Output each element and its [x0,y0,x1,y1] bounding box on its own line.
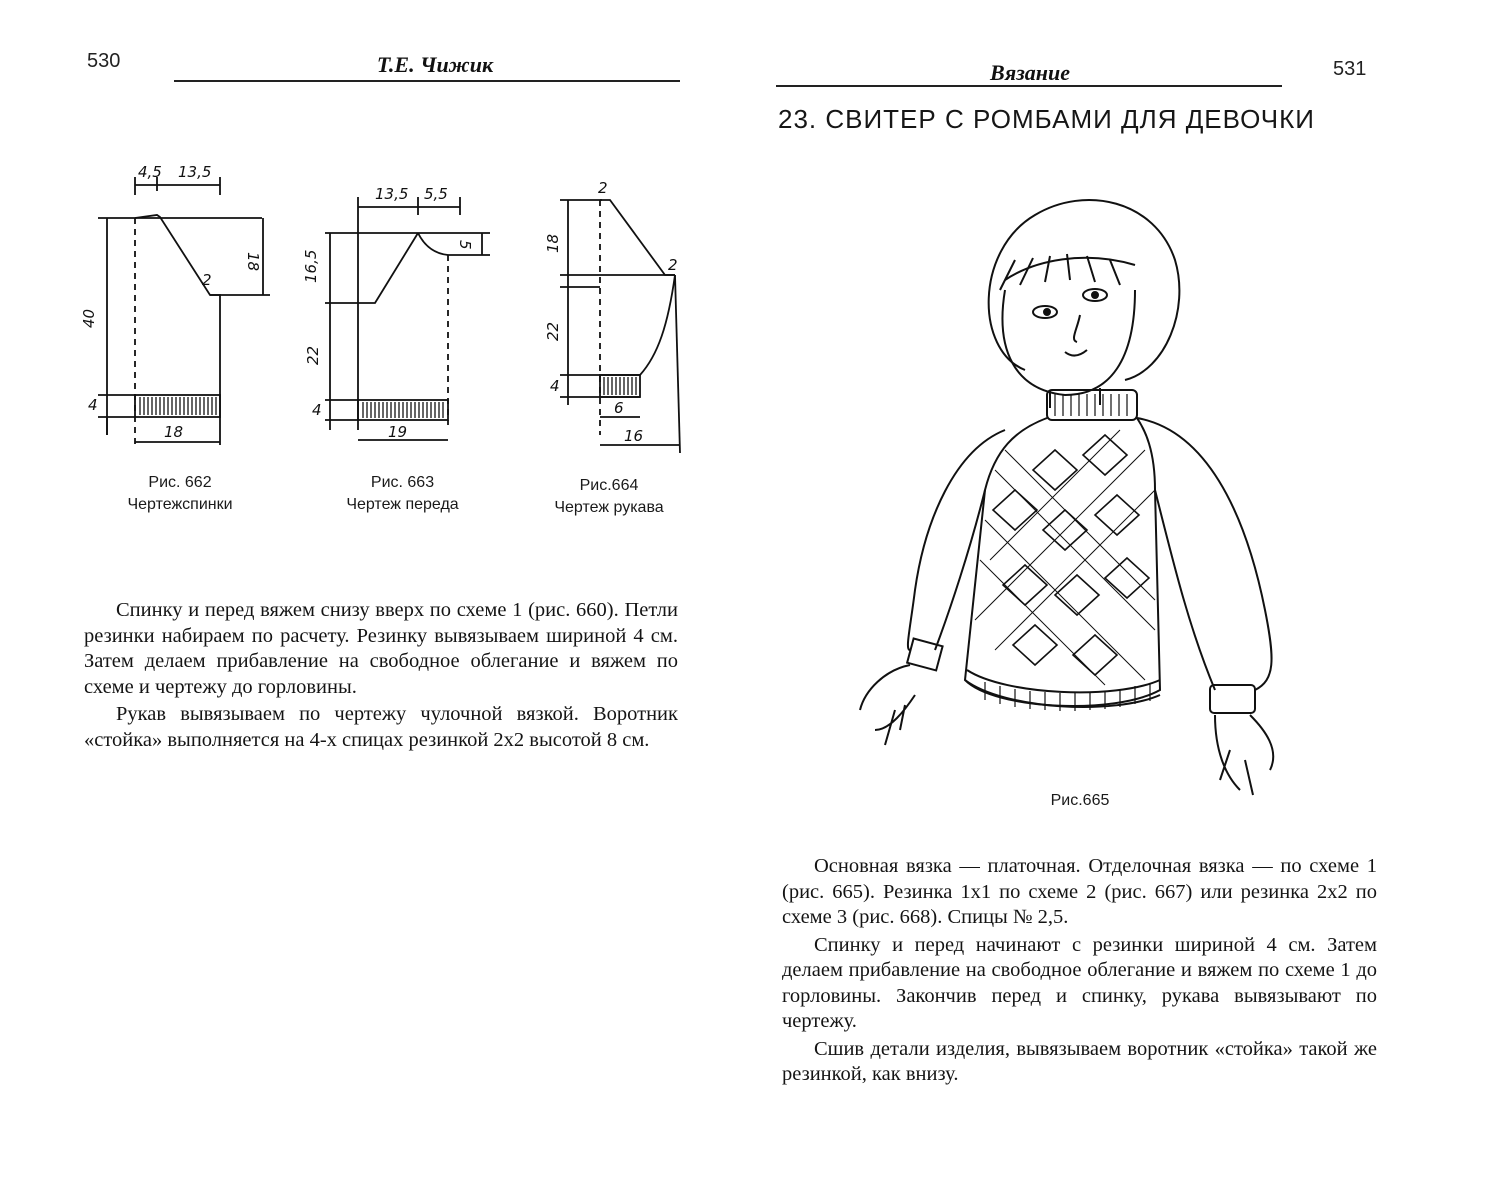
dim-back-height: 40 [80,308,98,328]
girl-sweater-illustration [855,190,1295,810]
fig663-title: Чертеж переда [346,496,459,513]
dim-back-top-right: 13,5 [178,163,212,181]
dim-back-rib: 4 [88,396,98,414]
fig664-number: Рис.664 [579,477,639,494]
right-paragraph-2: Спинку и перед начинают с резинки шириной 4 см. Затем делаем прибавление на свободное облегание и вяжем по схеме 1 до горловины. Закончив перед и спинку, рукава вывязывают по чертежу. [782,933,1377,1032]
front-pattern-drawing [300,175,500,455]
right-body-text [782,854,1377,1088]
back-pattern-drawing [80,155,280,455]
right-paragraph-3: Сшив детали изделия, вывязываем воротник «стойка» такой же резинкой, как внизу. [782,1037,1377,1085]
dim-sleeve-rib: 4 [550,377,560,395]
dim-front-top-right: 5,5 [424,185,448,203]
left-running-head: Т.Е. Чижик [376,52,494,77]
fig664-title: Чертеж рукава [554,499,664,516]
dim-front-top-left: 13,5 [375,185,409,203]
fig662-caption [95,472,265,516]
dim-sleeve-length: 22 [544,321,562,341]
fig665-caption: Рис.665 [1050,792,1110,809]
right-paragraph-1: Основная вязка — платочная. Отделочная вязка — по схеме 1 (рис. 665). Резинка 1x1 по схеме 2 (рис. 667) или резинка 2х2 по схеме 3 (рис. 668). Спицы № 2,5. [782,855,1377,928]
dim-back-shoulder: 2 [202,271,212,289]
chapter-title: 23. СВИТЕР С РОМБАМИ ДЛЯ ДЕВОЧКИ [778,104,1315,134]
right-page-number: 531 [1333,58,1367,80]
sleeve-pattern-drawing [540,175,700,460]
left-page-number: 530 [87,50,121,72]
dim-sleeve-width: 16 [624,427,644,445]
dim-front-neck: 5 [456,240,474,250]
dim-front-width: 19 [388,423,408,441]
dim-sleeve-top-mark: 2 [598,179,608,197]
dim-back-width: 18 [164,423,184,441]
fig664-caption [535,475,683,519]
left-header-rule [174,80,680,82]
right-running-head: Вязание [989,60,1071,85]
fig663-caption [325,472,480,516]
fig662-number: Рис. 662 [148,474,212,491]
dim-front-upper: 16,5 [302,249,320,283]
dim-front-rib: 4 [312,401,322,419]
fig662-title: Чертежспинки [127,496,233,513]
fig663-number: Рис. 663 [370,474,435,491]
dim-sleeve-side-mark: 2 [668,256,678,274]
left-paragraph-1: Спинку и перед вяжем снизу вверх по схеме 1 (рис. 660). Петли резинки набираем по расчету. Резинку вывязываем шириной 4 см. Затем делаем прибавление на свободное облегание и вяжем по схеме и чертежу до горловины. [84,599,678,698]
dim-back-armhole: 18 [244,252,262,272]
dim-sleeve-cap: 18 [544,233,562,253]
dim-front-lower: 22 [304,345,322,365]
dim-back-top-left: 4,5 [138,163,162,181]
left-paragraph-2: Рукав вывязываем по чертежу чулочной вязкой. Воротник «стойка» выполняется на 4-х спицах резинкой 2х2 высотой 8 см. [84,703,678,751]
right-header-rule [776,85,1282,87]
left-body-text [84,598,678,753]
dim-sleeve-cuff: 6 [614,399,624,417]
